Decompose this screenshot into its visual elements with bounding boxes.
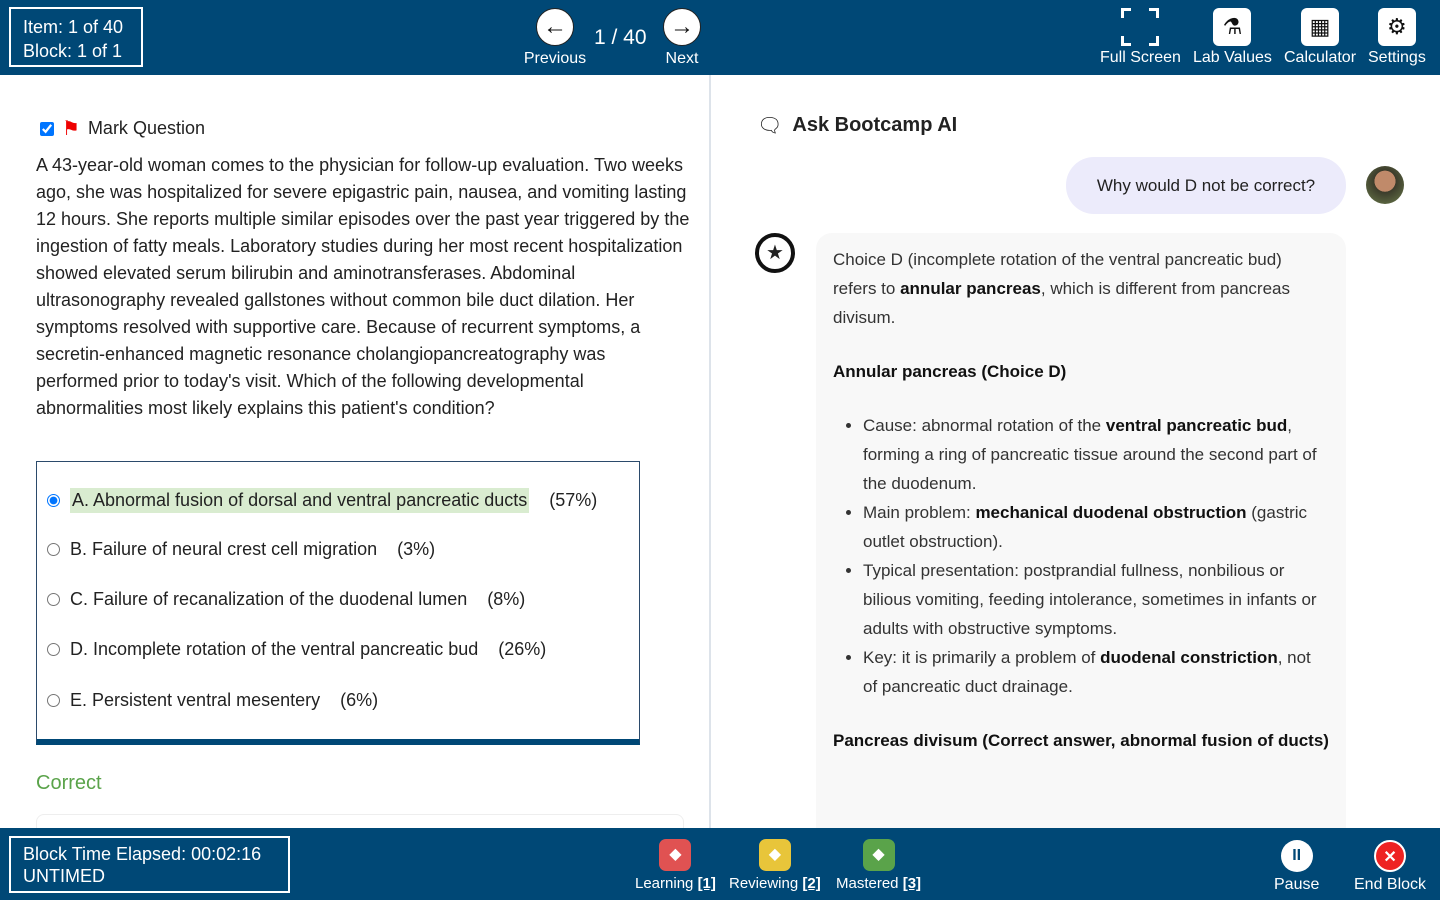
next-label: Next bbox=[665, 50, 699, 67]
choice-label: C. Failure of recanalization of the duodenal lumen bbox=[70, 589, 468, 609]
choice-d[interactable] bbox=[47, 639, 546, 660]
tag-label: Mastered bbox=[836, 875, 899, 892]
heading-annular: Annular pancreas (Choice D) bbox=[833, 362, 1067, 381]
choice-e[interactable] bbox=[47, 690, 378, 711]
choice-b-radio[interactable] bbox=[47, 543, 60, 556]
text: Key: it is primarily a problem of bbox=[863, 648, 1101, 667]
next-button[interactable] bbox=[642, 8, 722, 68]
settings-button[interactable] bbox=[1368, 8, 1426, 67]
question-stem: A 43-year-old woman comes to the physician for follow-up evaluation. Two weeks ago, she was hospitalized for severe epigastric pain, nausea, and vomiting lasting 12 hours. She reports multiple similar episodes over the past year triggered by the ingestion of fatty meals. Laboratory studies during her most recent hospitalization showed elevated serum bilirubin and aminotransferases. Abdominal ultrasonography revealed gallstones without common bile duct dilation. Her symptoms resolved with supportive care. Because of recurrent symptoms, a secretin-enhanced magnetic resonance cholangiopancreatography was performed prior to today's visit. Which of the following developmental abnormalities most likely explains this patient's condition? bbox=[36, 155, 690, 418]
tag-icon: ◆ bbox=[759, 839, 791, 871]
choice-d-radio[interactable] bbox=[47, 643, 60, 656]
mark-question-checkbox[interactable] bbox=[40, 122, 54, 136]
tag-mastered-button[interactable] bbox=[836, 839, 921, 892]
end-block-label: End Block bbox=[1354, 876, 1427, 893]
full-screen-button[interactable] bbox=[1100, 8, 1181, 67]
bottom-toolbar bbox=[0, 828, 1440, 900]
full-screen-label: Full Screen bbox=[1100, 49, 1181, 66]
tag-key: [3] bbox=[902, 875, 922, 892]
text: (gastric outlet obstruction). bbox=[863, 503, 1308, 551]
choice-e-radio[interactable] bbox=[47, 694, 60, 707]
user-avatar bbox=[1366, 166, 1404, 204]
tag-reviewing-button[interactable] bbox=[729, 839, 821, 892]
tag-icon: ◆ bbox=[659, 839, 691, 871]
timer-box bbox=[9, 836, 290, 893]
lab-values-button[interactable] bbox=[1193, 8, 1272, 67]
heading-divisum: Pancreas divisum (Correct answer, abnormal fusion of ducts) bbox=[833, 731, 1329, 750]
choice-label: A. Abnormal fusion of dorsal and ventral pancreatic ducts bbox=[70, 488, 529, 513]
text: Choice D (incomplete rotation of the ventral pancreatic bud) refers to bbox=[833, 250, 1282, 298]
choice-percent: (6%) bbox=[340, 690, 379, 710]
tag-key: [2] bbox=[802, 875, 821, 892]
choice-percent: (26%) bbox=[498, 639, 547, 659]
flag-icon: ⚑ bbox=[62, 118, 80, 140]
choice-label: D. Incomplete rotation of the ventral pancreatic bud bbox=[70, 639, 479, 659]
answer-choices bbox=[36, 461, 640, 745]
arrow-right-icon: → bbox=[663, 8, 701, 46]
tag-label: Learning bbox=[635, 875, 694, 892]
mark-question-label: Mark Question bbox=[87, 118, 205, 138]
lab-values-label: Lab Values bbox=[1193, 49, 1272, 66]
previous-button[interactable] bbox=[515, 8, 595, 68]
page-counter: 1 / 40 bbox=[594, 26, 647, 49]
text: Cause: abnormal rotation of the bbox=[863, 416, 1106, 435]
ai-title: Ask Bootcamp AI bbox=[792, 114, 958, 136]
bold-text: ventral pancreatic bud bbox=[1105, 416, 1288, 435]
choice-label: E. Persistent ventral mesentery bbox=[70, 690, 321, 710]
chat-bubbles-icon: 🗨 bbox=[757, 115, 783, 137]
tag-learning-button[interactable] bbox=[635, 839, 716, 892]
ai-panel bbox=[711, 75, 1440, 828]
tag-label: Reviewing bbox=[729, 875, 799, 892]
bullet: • Typical presentation: postprandial fullness, nonbilious or bilious vomiting, feeding intolerance, sometimes in infants or adults with obstructive symptoms. bbox=[863, 556, 1329, 643]
choice-percent: (8%) bbox=[487, 589, 526, 609]
ai-response bbox=[816, 233, 1346, 828]
bold-text: duodenal constriction bbox=[1100, 648, 1278, 667]
flask-icon: ⚗ bbox=[1213, 8, 1251, 46]
calculator-button[interactable] bbox=[1284, 8, 1356, 67]
end-block-button[interactable] bbox=[1354, 840, 1426, 894]
text: Main problem: bbox=[863, 503, 976, 522]
arrow-left-icon: ← bbox=[536, 8, 574, 46]
result-status: Correct bbox=[36, 772, 102, 794]
text: , which is different from pancreas divisum. bbox=[833, 279, 1291, 327]
item-counter: Item: 1 of 40 bbox=[23, 17, 124, 37]
choice-percent: (3%) bbox=[397, 539, 436, 559]
pause-button[interactable] bbox=[1274, 840, 1319, 894]
bold-text: mechanical duodenal obstruction bbox=[975, 503, 1247, 522]
bullet bbox=[863, 498, 1329, 556]
elapsed-time: Block Time Elapsed: 00:02:16 bbox=[23, 844, 262, 864]
timer-mode: UNTIMED bbox=[23, 866, 105, 886]
ai-bullets bbox=[863, 411, 1329, 701]
bold-text: annular pancreas bbox=[900, 279, 1041, 298]
pause-icon: II bbox=[1281, 840, 1313, 872]
ai-header bbox=[757, 113, 957, 138]
choice-a-radio[interactable] bbox=[47, 494, 60, 507]
choice-a[interactable] bbox=[47, 488, 597, 513]
calculator-icon: ▦ bbox=[1301, 8, 1339, 46]
choice-percent: (57%) bbox=[549, 490, 598, 510]
bot-star-icon: ★ bbox=[755, 233, 795, 273]
previous-label: Previous bbox=[523, 50, 587, 67]
text: , forming a ring of pancreatic tissue around the second part of the duodenum. bbox=[863, 416, 1317, 493]
close-icon: ✕ bbox=[1374, 840, 1406, 872]
gear-icon: ⚙ bbox=[1378, 8, 1416, 46]
ai-heading bbox=[833, 357, 1329, 386]
bullet bbox=[863, 643, 1329, 701]
pause-label: Pause bbox=[1274, 876, 1320, 893]
tag-key: [1] bbox=[697, 875, 716, 892]
bullet bbox=[863, 411, 1329, 498]
tag-icon: ◆ bbox=[863, 839, 895, 871]
user-message: Why would D not be correct? bbox=[1066, 157, 1346, 214]
settings-label: Settings bbox=[1368, 49, 1426, 66]
mark-question[interactable] bbox=[40, 116, 205, 141]
choice-label: B. Failure of neural crest cell migration bbox=[70, 539, 378, 559]
choice-c[interactable] bbox=[47, 589, 525, 610]
item-info bbox=[9, 7, 143, 67]
ai-heading bbox=[833, 726, 1329, 755]
choice-b[interactable] bbox=[47, 539, 435, 560]
text: , not of pancreatic duct drainage. bbox=[863, 648, 1311, 696]
calculator-label: Calculator bbox=[1284, 49, 1357, 66]
choice-c-radio[interactable] bbox=[47, 593, 60, 606]
block-counter: Block: 1 of 1 bbox=[23, 41, 123, 61]
ai-paragraph bbox=[833, 245, 1329, 332]
top-toolbar bbox=[0, 0, 1440, 75]
fullscreen-icon bbox=[1121, 8, 1159, 46]
